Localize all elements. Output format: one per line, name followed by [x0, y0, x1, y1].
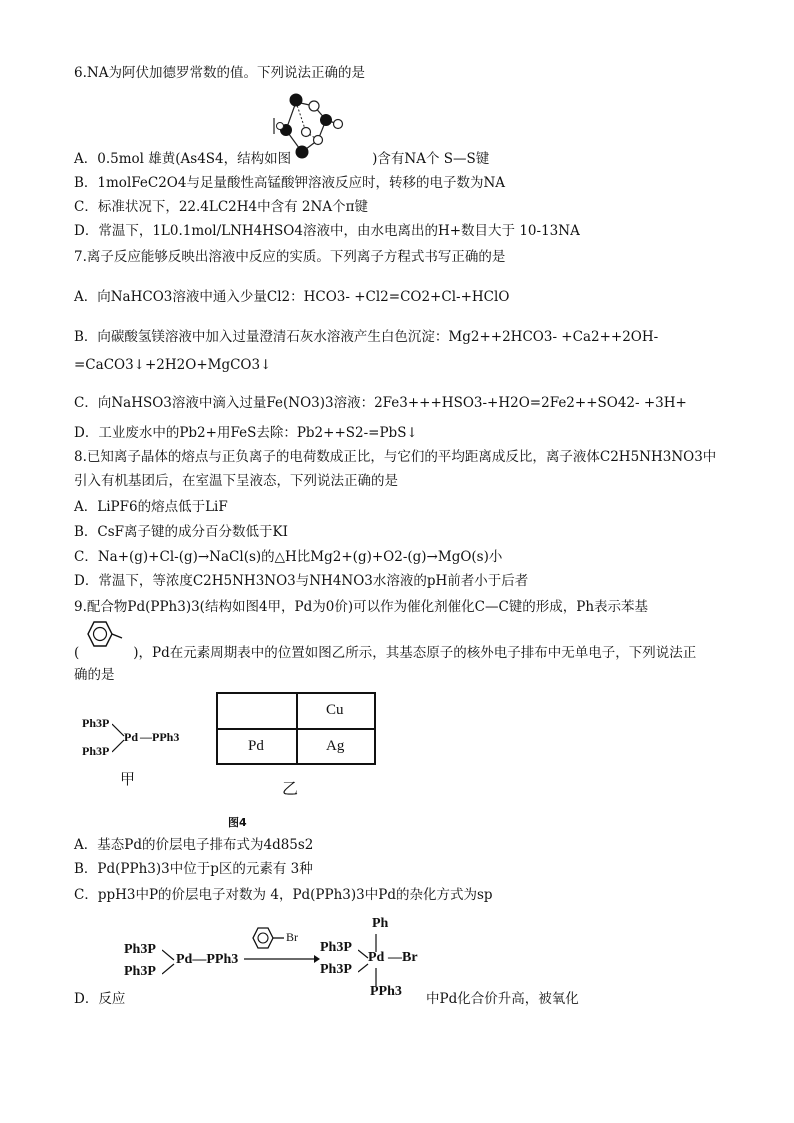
rxn-prod-ph3p-bottom: Ph3P	[320, 962, 352, 977]
jia-pph3: —PPh3	[140, 730, 180, 744]
q8-option-d: D．常温下，等浓度C2H5NH3NO3与NH4NO3水溶液的pH前者小于后者	[74, 573, 529, 589]
q9-option-c: C．ppH3中P的价层电子对数为 4，Pd(PPh3)3中Pd的杂化方式为sp	[74, 887, 493, 903]
reaction-arrow	[244, 954, 320, 964]
fig-label-jia: 甲	[120, 770, 136, 788]
rxn-prod-br: —Br	[388, 950, 418, 965]
q7-option-a: A．向NaHCO3溶液中通入少量Cl2：HCO3- +Cl2=CO2+Cl-+HClO	[74, 289, 510, 305]
q7-option-b-line1: B．向碳酸氢镁溶液中加入过量澄清石灰水溶液产生白色沉淀：Mg2++2HCO3- +Ca2++2OH-	[74, 329, 659, 345]
q8-stem-line2: 引入有机基团后，在室温下呈液态，下列说法正确的是	[74, 473, 398, 489]
q9-stem-line2: ( )，Pd在元素周期表中的位置如图乙所示，其基态原子的核外电子排布中无单电子，下列说法正	[74, 645, 697, 661]
rxn-pd-pph3: Pd—PPh3	[176, 952, 239, 967]
rxn-prod-pph3: PPh3	[370, 984, 402, 999]
q7-option-d: D．工业废水中的Pb2+用FeS去除：Pb2++S2-=PbS↓	[74, 425, 418, 441]
rxn-br-reagent: Br	[286, 930, 298, 944]
q8-option-b: B．CsF离子键的成分百分数低于KI	[74, 524, 288, 540]
q9-stem-line1: 9.配合物Pd(PPh3)3(结构如图4甲，Pd为0价)可以作为催化剂催化C—C键的形成，Ph表示苯基	[74, 599, 649, 615]
cell-pd: Pd	[248, 738, 264, 754]
q7-option-b-line2: =CaCO3↓+2H2O+MgCO3↓	[74, 357, 272, 373]
periodic-table-fragment-yi	[216, 692, 376, 765]
reaction-scheme	[120, 914, 430, 1004]
q6-stem: 6.NA为阿伏加德罗常数的值。下列说法正确的是	[74, 65, 365, 81]
cell-ag: Ag	[326, 738, 345, 754]
q6-option-c: C．标准状况下，22.4LC2H4中含有 2NA个π键	[74, 199, 368, 215]
jia-pd: Pd	[124, 730, 139, 744]
q6-option-a: A．0.5mol 雄黄(As4S4，结构如图 )含有NA个 S—S键	[74, 151, 490, 167]
jia-ph3p-top: Ph3P	[82, 716, 110, 730]
q9-option-d-suffix: 中Pd化合价升高，被氧化	[426, 991, 579, 1007]
figure-caption: 图4	[228, 816, 247, 829]
q7-option-c: C．向NaHSO3溶液中滴入过量Fe(NO3)3溶液：2Fe3+++HSO3-+H2O=2Fe2++SO42- +3H+	[74, 395, 687, 411]
rxn-prod-pd: Pd	[368, 950, 385, 965]
q9-stem-line3: 确的是	[74, 667, 115, 683]
q9-option-b: B．Pd(PPh3)3中位于p区的元素有 3种	[74, 861, 313, 877]
cell-cu: Cu	[326, 702, 344, 718]
rxn-prod-ph: Ph	[372, 916, 389, 931]
q8-option-a: A．LiPF6的熔点低于LiF	[74, 499, 228, 515]
q9-option-a: A．基态Pd的价层电子排布式为4d85s2	[74, 837, 314, 853]
pd-complex-structure-jia	[82, 716, 202, 766]
q6-option-d: D．常温下，1L0.1mol/LNH4HSO4溶液中，由水电离出的H+数目大于 10-13NA	[74, 223, 580, 239]
q6-option-b: B．1molFeC2O4与足量酸性高锰酸钾溶液反应时，转移的电子数为NA	[74, 175, 506, 191]
rxn-ph3p-bottom: Ph3P	[124, 964, 156, 979]
q8-option-c: C．Na+(g)+Cl-(g)→NaCl(s)的△H比Mg2+(g)+O2-(g)→MgO(s)小	[74, 549, 503, 565]
rxn-prod-ph3p-top: Ph3P	[320, 940, 352, 955]
jia-ph3p-bottom: Ph3P	[82, 744, 110, 758]
q8-stem-line1: 8.已知离子晶体的熔点与正负离子的电荷数成正比，与它们的平均距离成反比，离子液体C2H5NH3NO3中	[74, 449, 717, 465]
q7-stem: 7.离子反应能够反映出溶液中反应的实质。下列离子方程式书写正确的是	[74, 249, 506, 265]
fig-label-yi: 乙	[282, 779, 299, 798]
bromobenzene-reagent-icon	[248, 926, 312, 954]
q9-option-d-prefix: D．反应	[74, 991, 126, 1007]
rxn-ph3p-top: Ph3P	[124, 942, 156, 957]
